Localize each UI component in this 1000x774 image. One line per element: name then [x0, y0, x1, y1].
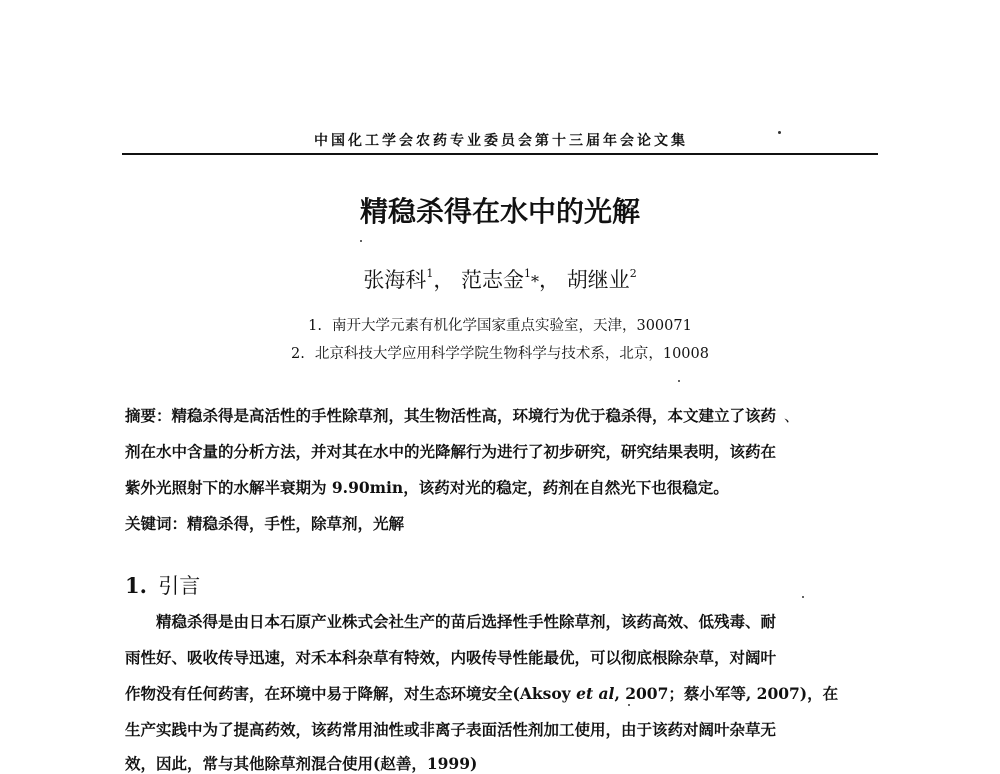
- abstract-text: 精稳杀得是高活性的手性除草剂，其生物活性高，环境行为优于稳杀得，本文建立了该药: [171, 406, 777, 425]
- body-text: , 2007；蔡小军等, 2007)，在: [614, 684, 839, 703]
- keywords-label: 关键词：: [125, 514, 188, 533]
- keywords-text: 精稳杀得，手性，除草剂，光解: [187, 514, 405, 533]
- scan-speck: [628, 704, 630, 706]
- keywords-line: [125, 512, 885, 534]
- section-heading: [125, 570, 200, 600]
- author-name: 张海科: [363, 268, 427, 292]
- author-separator: ，: [539, 268, 560, 292]
- author-sup: 2: [629, 267, 637, 280]
- affiliation-text: 南开大学元素有机化学国家重点实验室，天津，300071: [331, 318, 692, 334]
- abstract-line-2: 剂在水中含量的分析方法，并对其在水中的光降解行为进行了初步研究，研究结果表明，该药在: [125, 442, 777, 461]
- author-name: 范志金: [461, 268, 524, 292]
- body-italic: et al: [576, 684, 615, 703]
- body-line: 生产实践中为了提高药效，该药常用油性或非离子表面活性剂加工使用，由于该药对阔叶杂草无: [125, 720, 777, 739]
- affiliation-2: [0, 342, 1000, 363]
- scan-speck: [360, 240, 362, 242]
- affiliation-number: 1.: [308, 318, 322, 334]
- scan-speck: [778, 131, 781, 134]
- author-sup: 1: [426, 267, 434, 280]
- author-list: [0, 264, 1000, 294]
- header-rule: [122, 153, 878, 155]
- section-number: 1.: [125, 573, 147, 598]
- abstract-line-1: [125, 404, 885, 426]
- body-line: 精稳杀得是由日本石原产业株式会社生产的苗后选择性手性除草剂，该药高效、低残毒、耐: [156, 612, 777, 631]
- abstract-label: 摘要：: [125, 406, 172, 425]
- running-header: 中国化工学会农药专业委员会第十三届年会论文集: [314, 133, 688, 149]
- scan-speck: [678, 380, 680, 382]
- abstract-tail: 、: [784, 407, 800, 425]
- section-title: 引言: [158, 574, 201, 598]
- affiliation-number: 2.: [291, 346, 305, 362]
- affiliation-1: [0, 314, 1000, 335]
- abstract-line-3: 紫外光照射下的水解半衰期为 9.90min，该药对光的稳定，药剂在自然光下也很稳定。: [125, 478, 729, 497]
- body-line-cut: 效，因此，常与其他除草剂混合使用(赵善，1999): [125, 754, 478, 773]
- affiliation-text: 北京科技大学应用科学学院生物科学与技术系，北京，10008: [314, 346, 709, 362]
- scan-speck: [802, 596, 804, 598]
- author-name: 胡继业: [566, 268, 630, 292]
- author-sup: 1: [524, 267, 531, 280]
- author-separator: ，: [433, 268, 455, 292]
- body-line: 雨性好、吸收传导迅速，对禾本科杂草有特效，内吸传导性能最优，可以彻底根除杂草，对阔叶: [125, 648, 777, 667]
- corresponding-star: *: [531, 272, 539, 291]
- paper-title: 精稳杀得在水中的光解: [359, 195, 640, 228]
- body-line: [125, 682, 877, 704]
- body-text: 作物没有任何药害，在环境中易于降解，对生态环境安全(Aksoy: [125, 684, 577, 703]
